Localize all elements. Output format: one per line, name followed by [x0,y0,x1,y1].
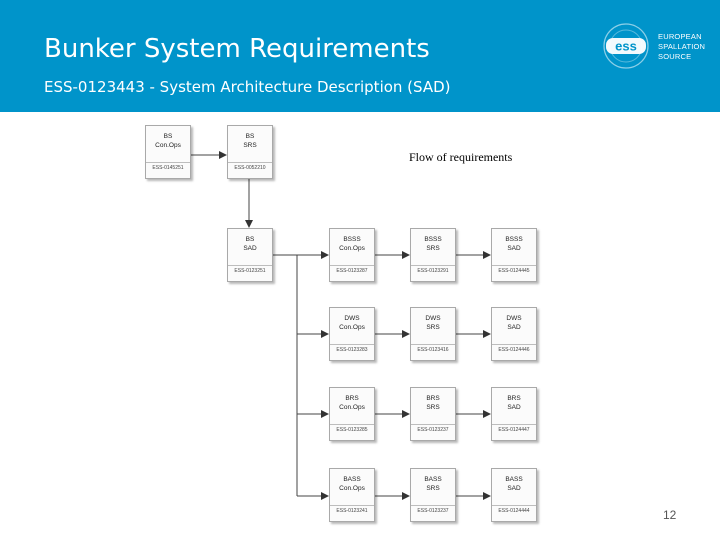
box-doc-id: ESS-0123416 [417,347,449,353]
logo-line: SPALLATION [658,42,706,51]
box-divider [411,505,455,506]
box-name: BASS SRS [424,476,442,492]
diagram-title: Flow of requirements [409,150,513,164]
logo-line: EUROPEAN [658,32,702,41]
diagram-box-brs-conops [329,387,375,441]
box-divider [411,265,455,266]
box-divider [330,344,374,345]
page-number: 12 [663,508,677,522]
diagram-box-bsss-sad [491,228,537,282]
box-doc-id: ESS-0123237 [417,427,449,433]
diagram-box-brs-sad [491,387,537,441]
box-doc-id: ESS-0123283 [336,347,368,353]
box-divider [146,162,190,163]
diagram-box-dws-sad [491,307,537,361]
box-doc-id: ESS-0123251 [234,268,266,274]
box-doc-id: ESS-0123285 [336,427,368,433]
diagram-box-brs-srs [410,387,456,441]
box-divider [492,265,536,266]
slide-title: Bunker System Requirements [44,34,430,64]
diagram-box-dws-srs [410,307,456,361]
box-divider [330,424,374,425]
box-divider [228,265,272,266]
box-doc-id: ESS-0124444 [498,508,530,514]
box-name: BS SRS [243,133,257,149]
diagram-box-bass-srs [410,468,456,522]
diagram-box-bs-conops [145,125,191,179]
box-doc-id: ESS-0123287 [336,268,368,274]
box-doc-id: ESS-0123237 [417,508,449,514]
box-name: BSSS SRS [424,236,442,252]
box-doc-id: ESS-0124446 [498,347,530,353]
slide-subtitle: ESS-0123443 - System Architecture Description (SAD) [44,78,451,96]
diagram-box-bs-sad [227,228,273,282]
box-doc-id: ESS-0124447 [498,427,530,433]
logo-mark: ess [615,38,637,54]
box-divider [330,265,374,266]
box-name: BRS SAD [507,395,521,411]
box-divider [492,505,536,506]
diagram-box-dws-conops [329,307,375,361]
box-name: BS SAD [243,236,257,252]
box-divider [411,344,455,345]
box-name: DWS SAD [506,315,522,331]
logo-line: SOURCE [658,52,692,61]
box-name: DWS Con.Ops [339,315,365,331]
box-divider [411,424,455,425]
box-doc-id: ESS-0123241 [336,508,368,514]
box-doc-id: ESS-0145251 [152,165,184,171]
box-name: BRS Con.Ops [339,395,365,411]
diagram-box-bass-sad [491,468,537,522]
box-divider [228,162,272,163]
box-divider [330,505,374,506]
box-doc-id: ESS-0124445 [498,268,530,274]
box-name: DWS SRS [425,315,441,331]
diagram-box-bsss-conops [329,228,375,282]
box-name: BASS Con.Ops [339,476,365,492]
diagram-box-bass-conops [329,468,375,522]
box-name: BSSS Con.Ops [339,236,365,252]
box-divider [492,344,536,345]
box-divider [492,424,536,425]
box-name: BS Con.Ops [155,133,181,149]
diagram-box-bs-srs [227,125,273,179]
box-doc-id: ESS-0052210 [234,165,266,171]
diagram-box-bsss-srs [410,228,456,282]
box-name: BSSS SAD [505,236,523,252]
box-name: BRS SRS [426,395,440,411]
box-name: BASS SAD [505,476,523,492]
box-doc-id: ESS-0123291 [417,268,449,274]
